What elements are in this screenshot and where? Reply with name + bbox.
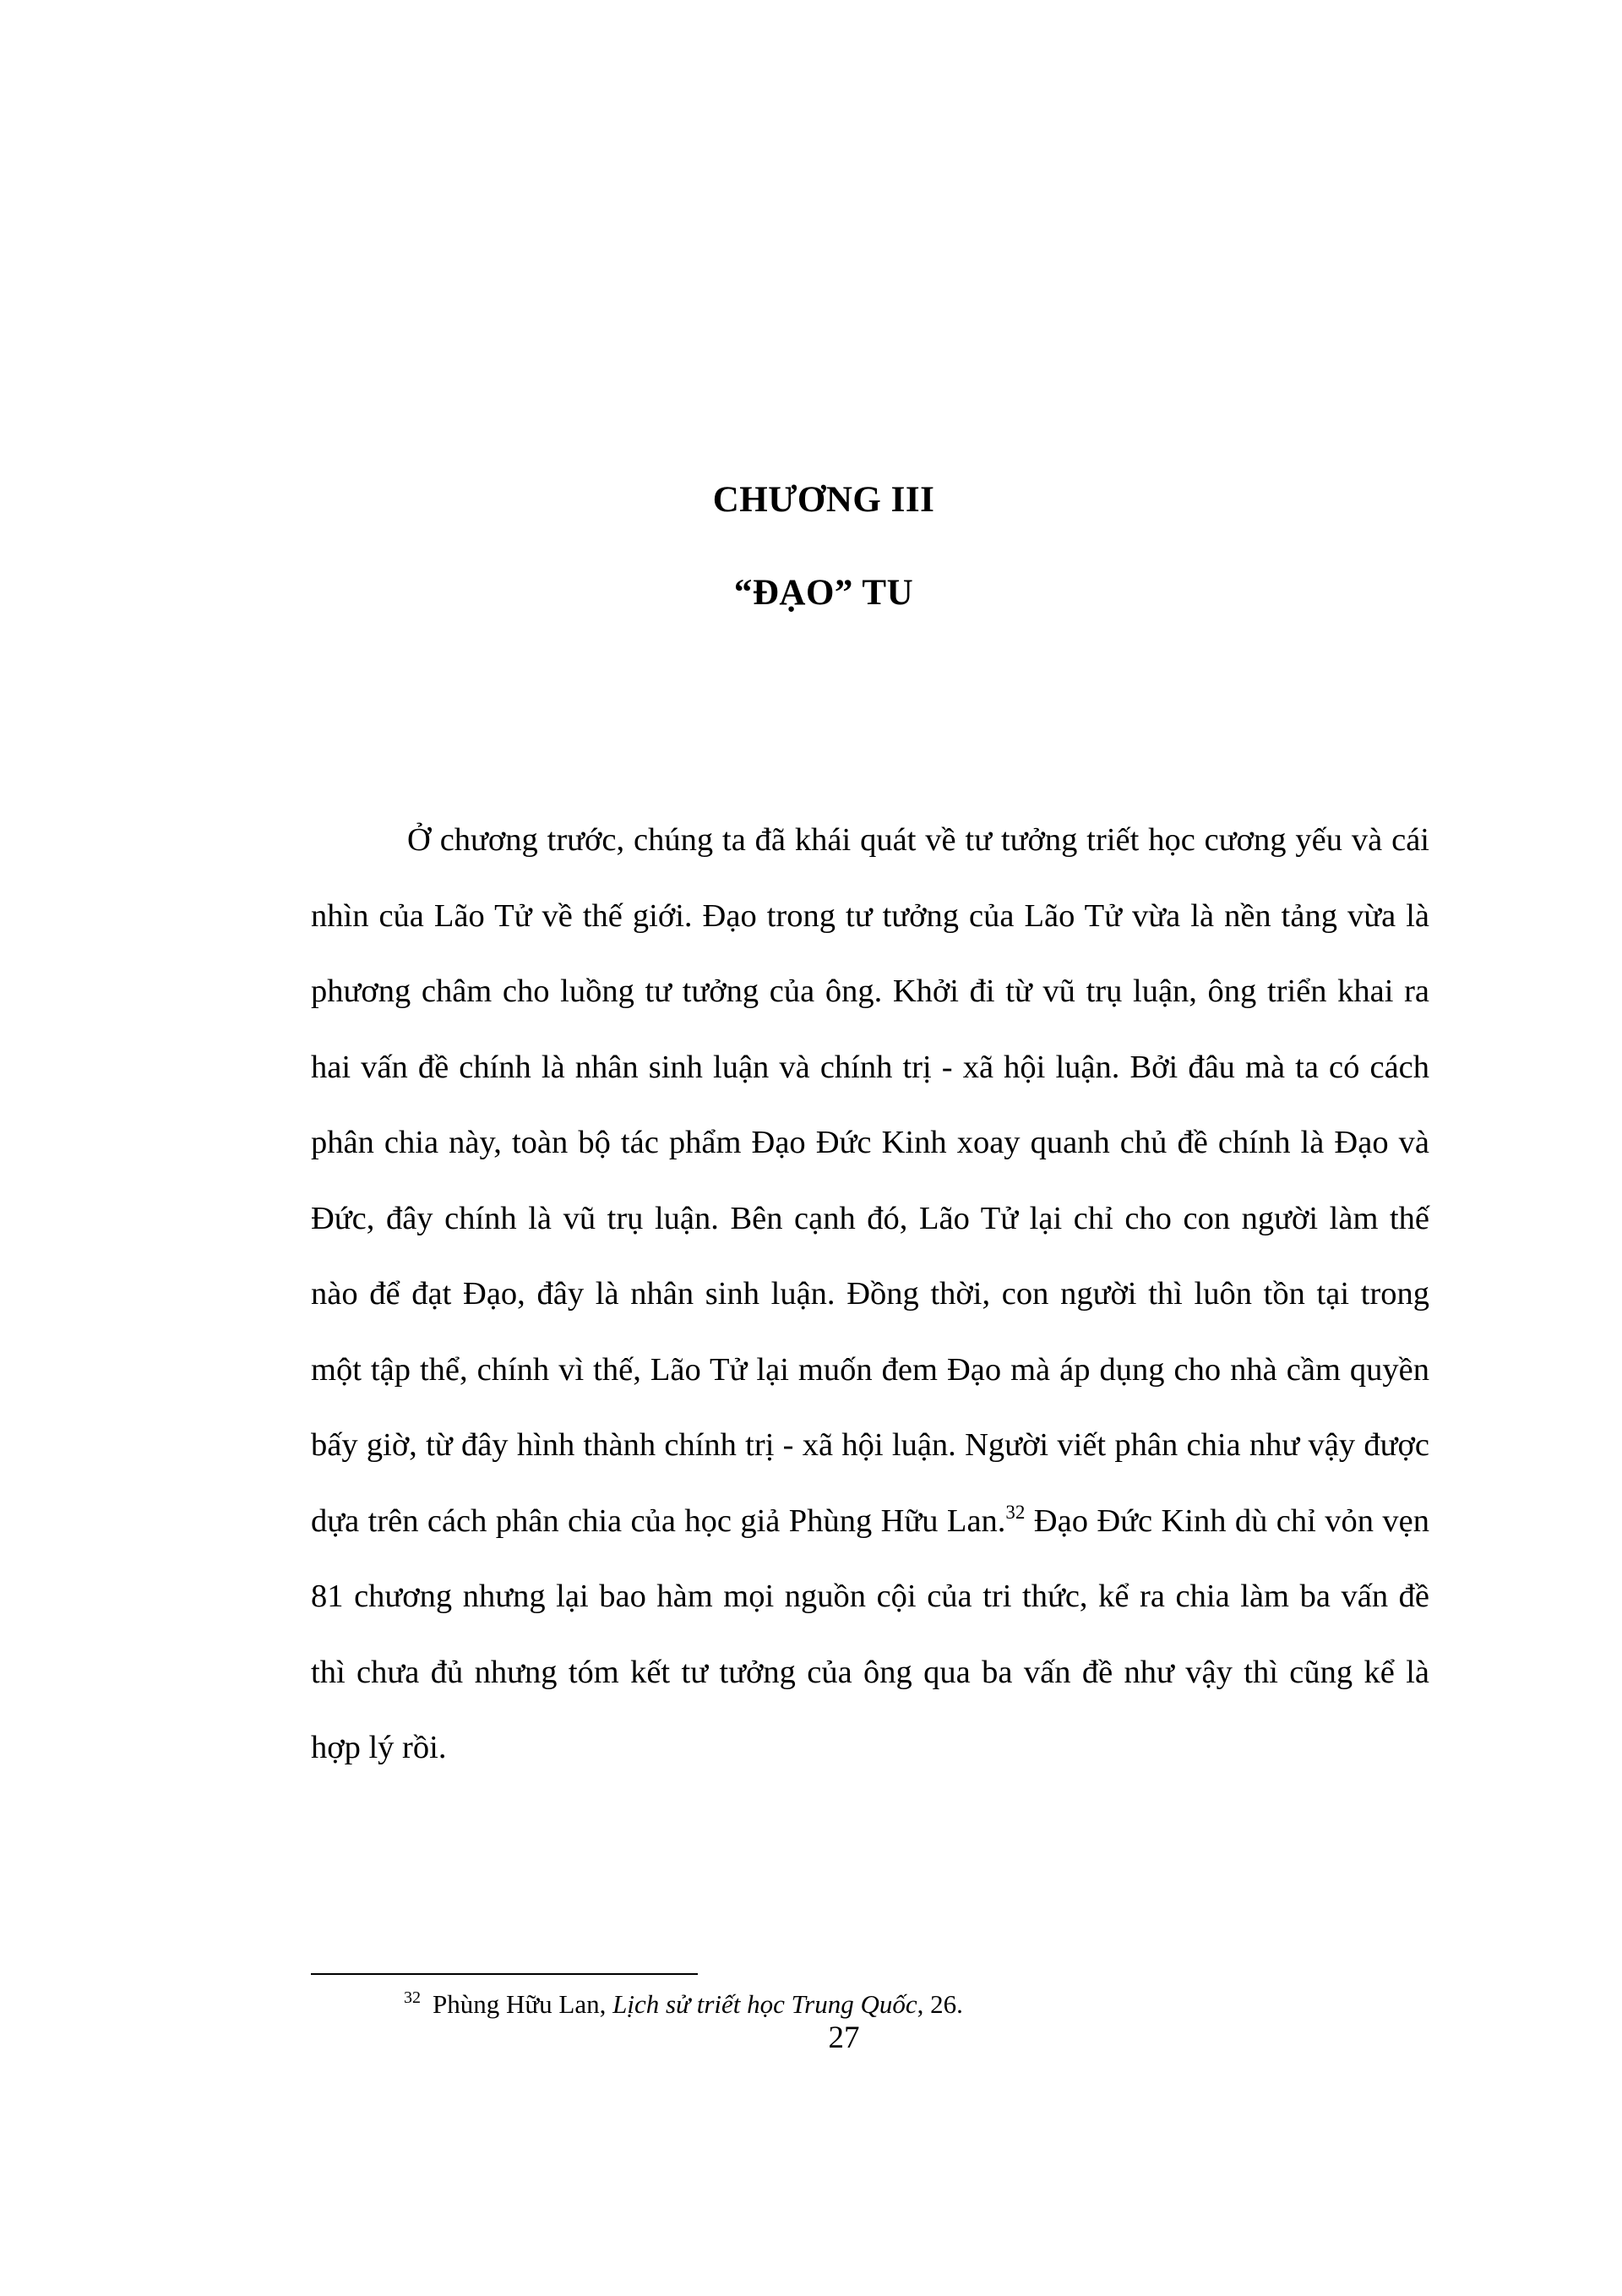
paragraph-line: thì chưa đủ nhưng tóm kết tư tưởng của ông qua ba vấn đề như vậy thì cũng kể là	[311, 1654, 1429, 1690]
paragraph-line: phân chia này, toàn bộ tác phẩm Đạo Đức Kinh xoay quanh chủ đề chính là Đạo và	[311, 1125, 1429, 1160]
page-number: 27	[828, 2021, 860, 2055]
footnote-number: 32	[404, 1988, 421, 2007]
paragraph-line: nhìn của Lão Tử về thế giới. Đạo trong tư tưởng của Lão Tử vừa là nền tảng vừa là	[311, 897, 1429, 934]
line-text: Đạo Đức Kinh dù chỉ vỏn vẹn	[1025, 1502, 1429, 1539]
paragraph-line: nào để đạt Đạo, đây là nhân sinh luận. Đồng thời, con người thì luôn tồn tại trong	[311, 1276, 1429, 1312]
paragraph-line: Ở chương trước, chúng ta đã khái quát về tư tưởng triết học cương yếu và cái	[407, 822, 1429, 858]
footnote-page: , 26.	[917, 1989, 963, 2019]
paragraph-line: Đức, đây chính là vũ trụ luận. Bên cạnh đó, Lão Tử lại chỉ cho con người làm thế	[311, 1200, 1429, 1236]
footnote-author: Phùng Hữu Lan,	[433, 1989, 613, 2019]
chapter-number: CHƯƠNG III	[712, 480, 935, 520]
footnote	[404, 1988, 963, 2021]
footnote-reference[interactable]: 32	[1005, 1501, 1026, 1523]
paragraph-line: phương châm cho luồng tư tưởng của ông. Khởi đi từ vũ trụ luận, ông triển khai ra	[311, 973, 1429, 1009]
paragraph-line: một tập thể, chính vì thế, Lão Tử lại muốn đem Đạo mà áp dụng cho nhà cầm quyền	[311, 1351, 1429, 1388]
paragraph-line	[311, 1484, 1429, 1560]
line-text: dựa trên cách phân chia của học giả Phùng Hữu Lan.	[311, 1502, 1006, 1539]
footnote-separator	[311, 1973, 698, 1975]
paragraph-line: bấy giờ, từ đây hình thành chính trị - xã hội luận. Người viết phân chia như vậy được	[311, 1427, 1429, 1463]
paragraph-line: hai vấn đề chính là nhân sinh luận và chính trị - xã hội luận. Bởi đâu mà ta có cách	[311, 1049, 1429, 1085]
paragraph-line: hợp lý rồi.	[311, 1730, 447, 1765]
body-paragraph	[311, 803, 1429, 1786]
paragraph-line: 81 chương nhưng lại bao hàm mọi nguồn cội của tri thức, kể ra chia làm ba vấn đề	[311, 1579, 1429, 1614]
chapter-title: “ĐẠO” TU	[733, 573, 914, 613]
footnote-work-title: Lịch sử triết học Trung Quốc	[612, 1989, 917, 2019]
